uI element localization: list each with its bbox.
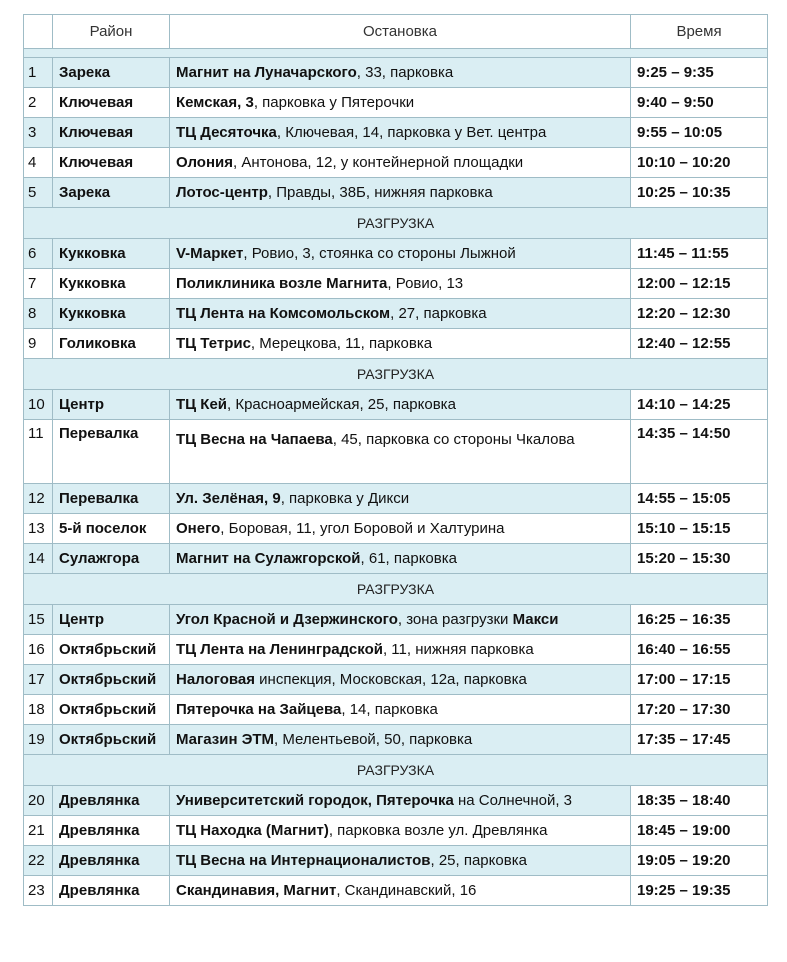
cell-number: 16	[24, 635, 53, 665]
cell-stop	[170, 665, 631, 695]
cell-number: 12	[24, 484, 53, 514]
cell-time: 17:35 – 17:45	[631, 725, 768, 755]
cell-number: 15	[24, 605, 53, 635]
table-row	[24, 178, 768, 208]
cell-stop	[170, 846, 631, 876]
stop-address: , Антонова, 12, у контейнерной площадки	[233, 153, 524, 171]
cell-stop	[170, 484, 631, 514]
stop-address: , Ровио, 13	[387, 274, 464, 292]
table-row	[24, 846, 768, 876]
cell-number: 11	[24, 420, 53, 484]
cell-time: 19:25 – 19:35	[631, 876, 768, 906]
spacer-row	[24, 49, 768, 58]
cell-stop	[170, 239, 631, 269]
table-row	[24, 58, 768, 88]
stop-address: , 11, нижняя парковка	[382, 640, 534, 658]
cell-number: 13	[24, 514, 53, 544]
cell-number: 19	[24, 725, 53, 755]
cell-number: 1	[24, 58, 53, 88]
stop-address: , Мерецкова, 11, парковка	[250, 334, 433, 352]
cell-stop	[170, 544, 631, 574]
cell-district: Сулажгора	[53, 544, 170, 574]
unload-label: РАЗГРУЗКА	[24, 359, 768, 390]
cell-time: 12:40 – 12:55	[631, 329, 768, 359]
cell-stop	[170, 420, 631, 484]
cell-district: Ключевая	[53, 148, 170, 178]
stop-address: на Солнечной, 3	[453, 791, 573, 809]
cell-district: Перевалка	[53, 484, 170, 514]
cell-number: 20	[24, 786, 53, 816]
stop-name: ТЦ Весна на Чапаева	[176, 431, 333, 448]
cell-district: Центр	[53, 390, 170, 420]
cell-number: 9	[24, 329, 53, 359]
cell-stop	[170, 178, 631, 208]
cell-district: Древлянка	[53, 846, 170, 876]
cell-stop	[170, 514, 631, 544]
cell-district: Ключевая	[53, 88, 170, 118]
cell-time: 9:40 – 9:50	[631, 88, 768, 118]
cell-number: 8	[24, 299, 53, 329]
header-stop: Остановка	[170, 15, 631, 49]
cell-stop	[170, 786, 631, 816]
cell-number: 22	[24, 846, 53, 876]
header-district: Район	[53, 15, 170, 49]
cell-number: 6	[24, 239, 53, 269]
unload-separator	[24, 574, 768, 605]
cell-time: 11:45 – 11:55	[631, 239, 768, 269]
stop-address: , Ровио, 3, стоянка со стороны Лыжной	[243, 244, 516, 262]
cell-number: 14	[24, 544, 53, 574]
unload-label: РАЗГРУЗКА	[24, 755, 768, 786]
cell-number: 2	[24, 88, 53, 118]
cell-time: 15:10 – 15:15	[631, 514, 768, 544]
schedule-document	[23, 14, 767, 906]
schedule-table	[23, 14, 768, 906]
cell-district: Кукковка	[53, 299, 170, 329]
stop-name: Магнит на Луначарского	[176, 63, 357, 81]
cell-time: 12:00 – 12:15	[631, 269, 768, 299]
table-row	[24, 118, 768, 148]
stop-address: инспекция, Московская, 12а, парковка	[255, 670, 527, 688]
stop-address: , парковка возле ул. Древлянка	[328, 821, 548, 839]
cell-time: 19:05 – 19:20	[631, 846, 768, 876]
table-row	[24, 148, 768, 178]
stop-name: Скандинавия, Магнит	[176, 881, 337, 899]
table-row	[24, 725, 768, 755]
cell-district: Центр	[53, 605, 170, 635]
unload-label: РАЗГРУЗКА	[24, 208, 768, 239]
cell-stop	[170, 118, 631, 148]
cell-stop	[170, 88, 631, 118]
stop-name: Налоговая	[176, 670, 255, 688]
cell-time: 17:20 – 17:30	[631, 695, 768, 725]
table-row	[24, 88, 768, 118]
header-time: Время	[631, 15, 768, 49]
table-row	[24, 786, 768, 816]
table-row	[24, 484, 768, 514]
stop-name: Онего	[176, 519, 221, 537]
stop-name: Лотос-центр	[176, 183, 268, 201]
stop-name: Пятерочка на Зайцева	[176, 700, 342, 718]
stop-address: , 14, парковка	[341, 700, 438, 718]
header-number	[24, 15, 53, 49]
cell-time: 14:35 – 14:50	[631, 420, 768, 484]
cell-stop	[170, 816, 631, 846]
table-row	[24, 514, 768, 544]
stop-address: , 33, парковка	[356, 63, 454, 81]
table-row	[24, 544, 768, 574]
cell-district: Зарека	[53, 58, 170, 88]
cell-district: Зарека	[53, 178, 170, 208]
cell-time: 9:25 – 9:35	[631, 58, 768, 88]
cell-stop	[170, 725, 631, 755]
cell-district: Октябрьский	[53, 665, 170, 695]
stop-address: , Боровая, 11, угол Боровой и Халтурина	[220, 519, 505, 537]
cell-district: Древлянка	[53, 876, 170, 906]
stop-address: , Красноармейская, 25, парковка	[227, 395, 456, 413]
unload-separator	[24, 755, 768, 786]
cell-time: 14:10 – 14:25	[631, 390, 768, 420]
cell-number: 3	[24, 118, 53, 148]
cell-number: 4	[24, 148, 53, 178]
cell-district: Октябрьский	[53, 725, 170, 755]
table-row	[24, 635, 768, 665]
stop-name: ТЦ Весна на Интернационалистов	[176, 851, 431, 869]
table-row	[24, 299, 768, 329]
stop-name: Университетский городок, Пятерочка	[176, 791, 454, 809]
unload-label: РАЗГРУЗКА	[24, 574, 768, 605]
table-row	[24, 605, 768, 635]
stop-name-extra: Макси	[512, 610, 559, 628]
table-row	[24, 390, 768, 420]
cell-time: 9:55 – 10:05	[631, 118, 768, 148]
table-row	[24, 816, 768, 846]
cell-number: 17	[24, 665, 53, 695]
cell-stop	[170, 876, 631, 906]
cell-district: 5-й поселок	[53, 514, 170, 544]
stop-name: V-Маркет	[176, 244, 244, 262]
stop-address: , Скандинавский, 16	[336, 881, 477, 899]
stop-address: , зона разгрузки	[397, 610, 513, 628]
cell-number: 10	[24, 390, 53, 420]
stop-name: ТЦ Лента на Ленинградской	[176, 640, 383, 658]
stop-name: Угол Красной и Дзержинского	[176, 610, 398, 628]
cell-number: 5	[24, 178, 53, 208]
cell-time: 14:55 – 15:05	[631, 484, 768, 514]
cell-time: 10:25 – 10:35	[631, 178, 768, 208]
stop-address: , 27, парковка	[390, 304, 487, 322]
cell-stop	[170, 58, 631, 88]
stop-name: Магазин ЭТМ	[176, 730, 275, 748]
table-row	[24, 239, 768, 269]
stop-name: Магнит на Сулажгорской	[176, 549, 361, 567]
cell-district: Октябрьский	[53, 695, 170, 725]
unload-separator	[24, 208, 768, 239]
cell-time: 18:35 – 18:40	[631, 786, 768, 816]
stop-address: , 61, парковка	[360, 549, 457, 567]
cell-stop	[170, 329, 631, 359]
stop-address: , 45, парковка со стороны Чкалова	[332, 431, 575, 448]
cell-district: Ключевая	[53, 118, 170, 148]
cell-number: 7	[24, 269, 53, 299]
cell-district: Голиковка	[53, 329, 170, 359]
cell-district: Древлянка	[53, 786, 170, 816]
stop-address: , Правды, 38Б, нижняя парковка	[267, 183, 493, 201]
stop-name: ТЦ Тетрис	[176, 334, 251, 352]
cell-stop	[170, 635, 631, 665]
table-row	[24, 420, 768, 484]
stop-address: , Ключевая, 14, парковка у Вет. центра	[276, 123, 547, 141]
cell-district: Кукковка	[53, 269, 170, 299]
stop-address: , 25, парковка	[430, 851, 527, 869]
cell-number: 23	[24, 876, 53, 906]
cell-district: Перевалка	[53, 420, 170, 484]
cell-time: 17:00 – 17:15	[631, 665, 768, 695]
cell-number: 21	[24, 816, 53, 846]
stop-name: Кемская, 3	[176, 93, 254, 111]
unload-separator	[24, 359, 768, 390]
cell-time: 16:40 – 16:55	[631, 635, 768, 665]
cell-time: 10:10 – 10:20	[631, 148, 768, 178]
stop-name: ТЦ Кей	[176, 395, 228, 413]
table-header-row	[24, 15, 768, 49]
stop-name: Поликлиника возле Магнита	[176, 274, 388, 292]
cell-stop	[170, 269, 631, 299]
stop-name: Олония	[176, 153, 233, 171]
cell-time: 18:45 – 19:00	[631, 816, 768, 846]
table-row	[24, 695, 768, 725]
cell-stop	[170, 299, 631, 329]
table-row	[24, 329, 768, 359]
table-body	[24, 49, 768, 906]
cell-stop	[170, 390, 631, 420]
stop-name: ТЦ Десяточка	[176, 123, 277, 141]
cell-stop	[170, 148, 631, 178]
cell-number: 18	[24, 695, 53, 725]
table-row	[24, 269, 768, 299]
cell-time: 16:25 – 16:35	[631, 605, 768, 635]
cell-district: Древлянка	[53, 816, 170, 846]
table-row	[24, 665, 768, 695]
stop-name: Ул. Зелёная, 9	[176, 489, 281, 507]
cell-district: Кукковка	[53, 239, 170, 269]
table-row	[24, 876, 768, 906]
stop-name: ТЦ Лента на Комсомольском	[176, 304, 391, 322]
cell-district: Октябрьский	[53, 635, 170, 665]
stop-address: , парковка у Дикси	[280, 489, 410, 507]
cell-stop	[170, 695, 631, 725]
cell-time: 12:20 – 12:30	[631, 299, 768, 329]
cell-time: 15:20 – 15:30	[631, 544, 768, 574]
cell-stop	[170, 605, 631, 635]
stop-name: ТЦ Находка (Магнит)	[176, 821, 329, 839]
stop-address: , парковка у Пятерочки	[253, 93, 415, 111]
stop-address: , Мелентьевой, 50, парковка	[274, 730, 473, 748]
